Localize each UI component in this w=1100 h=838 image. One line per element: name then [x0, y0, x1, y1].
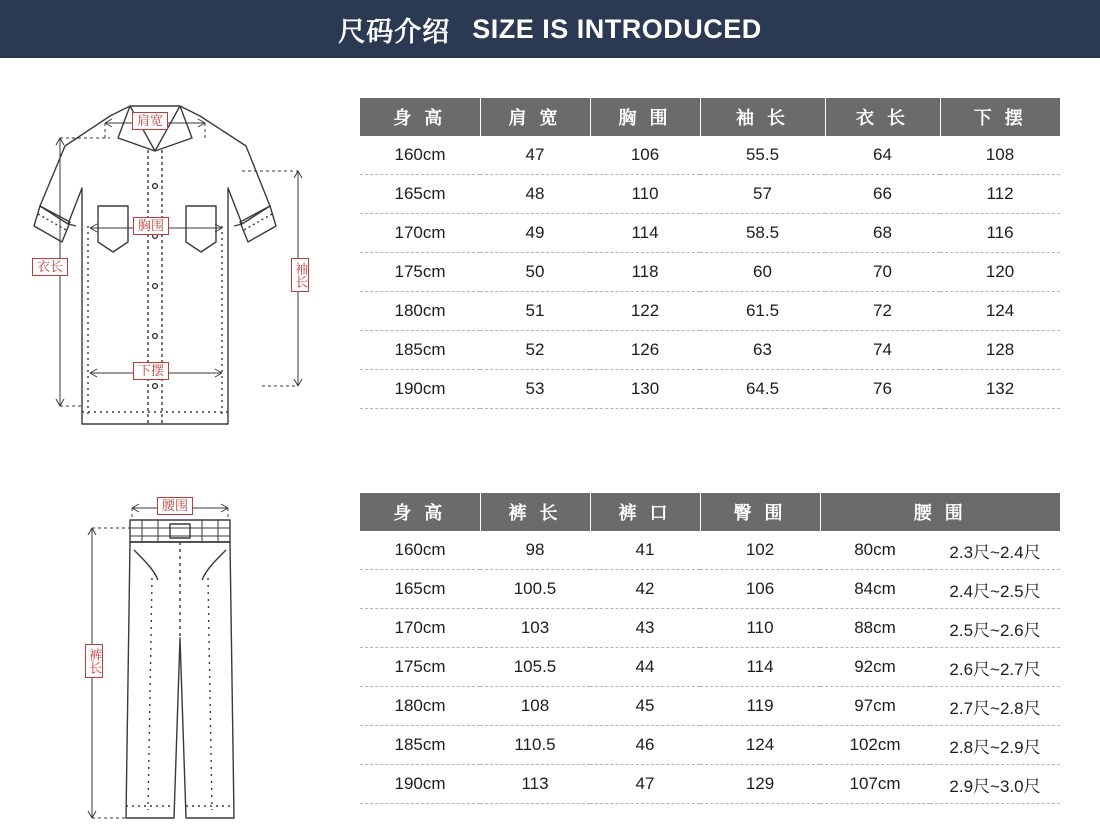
shirt-figure-column: [0, 58, 350, 448]
cell-pants-length: 105.5: [480, 648, 590, 687]
cell-length: 72: [825, 292, 940, 331]
col-header-pants-length: 裤 长: [480, 493, 590, 531]
cell-height: 175cm: [360, 648, 480, 687]
cell-waist-chi: 2.8尺~2.9尺: [930, 726, 1060, 765]
cell-chest: 110: [590, 175, 700, 214]
cell-length: 68: [825, 214, 940, 253]
cell-pants-opening: 42: [590, 570, 700, 609]
cell-pants-opening: 44: [590, 648, 700, 687]
cell-pants-length: 103: [480, 609, 590, 648]
cell-sleeve: 61.5: [700, 292, 825, 331]
cell-length: 66: [825, 175, 940, 214]
col-header-sleeve: 袖 长: [700, 98, 825, 136]
cell-shoulder: 52: [480, 331, 590, 370]
table-row: [360, 765, 1060, 804]
page-header: [0, 0, 1100, 58]
col-header-height: 身 高: [360, 98, 480, 136]
col-header-waist: 腰 围: [820, 493, 1060, 531]
cell-hem: 128: [940, 331, 1060, 370]
shirt-section: [0, 58, 1100, 448]
table-row: [360, 570, 1060, 609]
col-header-hem: 下 摆: [940, 98, 1060, 136]
cell-length: 76: [825, 370, 940, 409]
cell-waist-chi: 2.9尺~3.0尺: [930, 765, 1060, 804]
cell-chest: 126: [590, 331, 700, 370]
cell-waist-cm: 102cm: [820, 726, 930, 765]
cell-sleeve: 58.5: [700, 214, 825, 253]
label-hem: 下摆: [133, 362, 169, 380]
cell-hem: 108: [940, 136, 1060, 175]
label-sleeve-length: 袖长: [291, 258, 309, 292]
cell-hip: 106: [700, 570, 820, 609]
cell-hem: 116: [940, 214, 1060, 253]
cell-pants-opening: 43: [590, 609, 700, 648]
label-waist: 腰围: [157, 497, 193, 515]
cell-hip: 102: [700, 531, 820, 570]
cell-height: 160cm: [360, 531, 480, 570]
col-header-hip: 臀 围: [700, 493, 820, 531]
cell-hip: 124: [700, 726, 820, 765]
cell-chest: 130: [590, 370, 700, 409]
cell-height: 170cm: [360, 214, 480, 253]
cell-waist-cm: 84cm: [820, 570, 930, 609]
cell-chest: 118: [590, 253, 700, 292]
table-row: [360, 648, 1060, 687]
table-row: [360, 531, 1060, 570]
page-title-cn: 尺码介绍: [338, 16, 451, 47]
cell-waist-cm: 92cm: [820, 648, 930, 687]
table-header-row: [360, 493, 1060, 531]
cell-pants-length: 108: [480, 687, 590, 726]
cell-height: 185cm: [360, 726, 480, 765]
cell-hip: 114: [700, 648, 820, 687]
label-garment-length: 衣长: [32, 258, 68, 276]
cell-shoulder: 49: [480, 214, 590, 253]
cell-hem: 120: [940, 253, 1060, 292]
cell-pants-opening: 47: [590, 765, 700, 804]
cell-hem: 124: [940, 292, 1060, 331]
cell-length: 64: [825, 136, 940, 175]
cell-pants-opening: 45: [590, 687, 700, 726]
cell-height: 160cm: [360, 136, 480, 175]
cell-height: 165cm: [360, 175, 480, 214]
cell-hip: 110: [700, 609, 820, 648]
cell-sleeve: 64.5: [700, 370, 825, 409]
cell-height: 190cm: [360, 370, 480, 409]
col-header-length: 衣 长: [825, 98, 940, 136]
cell-sleeve: 63: [700, 331, 825, 370]
cell-height: 165cm: [360, 570, 480, 609]
cell-pants-length: 113: [480, 765, 590, 804]
cell-waist-cm: 97cm: [820, 687, 930, 726]
pants-table-column: [350, 448, 1100, 837]
cell-waist-cm: 88cm: [820, 609, 930, 648]
cell-height: 185cm: [360, 331, 480, 370]
cell-waist-cm: 80cm: [820, 531, 930, 570]
pants-size-table-wrapper: [360, 493, 1060, 804]
table-row: [360, 136, 1060, 175]
col-header-pants-opening: 裤 口: [590, 493, 700, 531]
table-row: [360, 175, 1060, 214]
cell-waist-chi: 2.6尺~2.7尺: [930, 648, 1060, 687]
cell-waist-chi: 2.7尺~2.8尺: [930, 687, 1060, 726]
cell-height: 180cm: [360, 687, 480, 726]
cell-sleeve: 60: [700, 253, 825, 292]
cell-waist-chi: 2.5尺~2.6尺: [930, 609, 1060, 648]
col-header-height: 身 高: [360, 493, 480, 531]
cell-waist-chi: 2.4尺~2.5尺: [930, 570, 1060, 609]
cell-shoulder: 50: [480, 253, 590, 292]
cell-sleeve: 57: [700, 175, 825, 214]
table-row: [360, 331, 1060, 370]
shirt-table-column: [350, 58, 1100, 448]
table-row: [360, 370, 1060, 409]
label-chest: 胸围: [133, 217, 169, 235]
table-row: [360, 253, 1060, 292]
page-title-en: SIZE IS INTRODUCED: [472, 13, 762, 44]
cell-pants-opening: 46: [590, 726, 700, 765]
cell-chest: 106: [590, 136, 700, 175]
cell-height: 175cm: [360, 253, 480, 292]
table-row: [360, 687, 1060, 726]
label-pants-length: 裤长: [85, 644, 103, 678]
table-row: [360, 726, 1060, 765]
table-row: [360, 292, 1060, 331]
shirt-illustration-svg: [10, 76, 350, 431]
cell-waist-cm: 107cm: [820, 765, 930, 804]
cell-pants-length: 110.5: [480, 726, 590, 765]
cell-height: 170cm: [360, 609, 480, 648]
pants-section: [0, 448, 1100, 837]
cell-hem: 112: [940, 175, 1060, 214]
cell-chest: 114: [590, 214, 700, 253]
shirt-size-table-wrapper: [360, 98, 1060, 409]
cell-shoulder: 53: [480, 370, 590, 409]
cell-height: 180cm: [360, 292, 480, 331]
cell-shoulder: 51: [480, 292, 590, 331]
table-header-row: [360, 98, 1060, 136]
cell-pants-length: 98: [480, 531, 590, 570]
cell-waist-chi: 2.3尺~2.4尺: [930, 531, 1060, 570]
label-shoulder-width: 肩宽: [132, 112, 168, 130]
pants-size-table: [360, 493, 1060, 804]
cell-pants-length: 100.5: [480, 570, 590, 609]
cell-length: 74: [825, 331, 940, 370]
cell-hip: 129: [700, 765, 820, 804]
shirt-diagram: [10, 76, 350, 436]
table-row: [360, 214, 1060, 253]
cell-pants-opening: 41: [590, 531, 700, 570]
cell-hem: 132: [940, 370, 1060, 409]
table-row: [360, 609, 1060, 648]
pants-figure-column: [0, 448, 350, 837]
cell-length: 70: [825, 253, 940, 292]
cell-sleeve: 55.5: [700, 136, 825, 175]
col-header-shoulder: 肩 宽: [480, 98, 590, 136]
shirt-size-table: [360, 98, 1060, 409]
cell-chest: 122: [590, 292, 700, 331]
pants-diagram: [30, 458, 330, 838]
col-header-chest: 胸 围: [590, 98, 700, 136]
cell-hip: 119: [700, 687, 820, 726]
cell-shoulder: 47: [480, 136, 590, 175]
cell-height: 190cm: [360, 765, 480, 804]
cell-shoulder: 48: [480, 175, 590, 214]
